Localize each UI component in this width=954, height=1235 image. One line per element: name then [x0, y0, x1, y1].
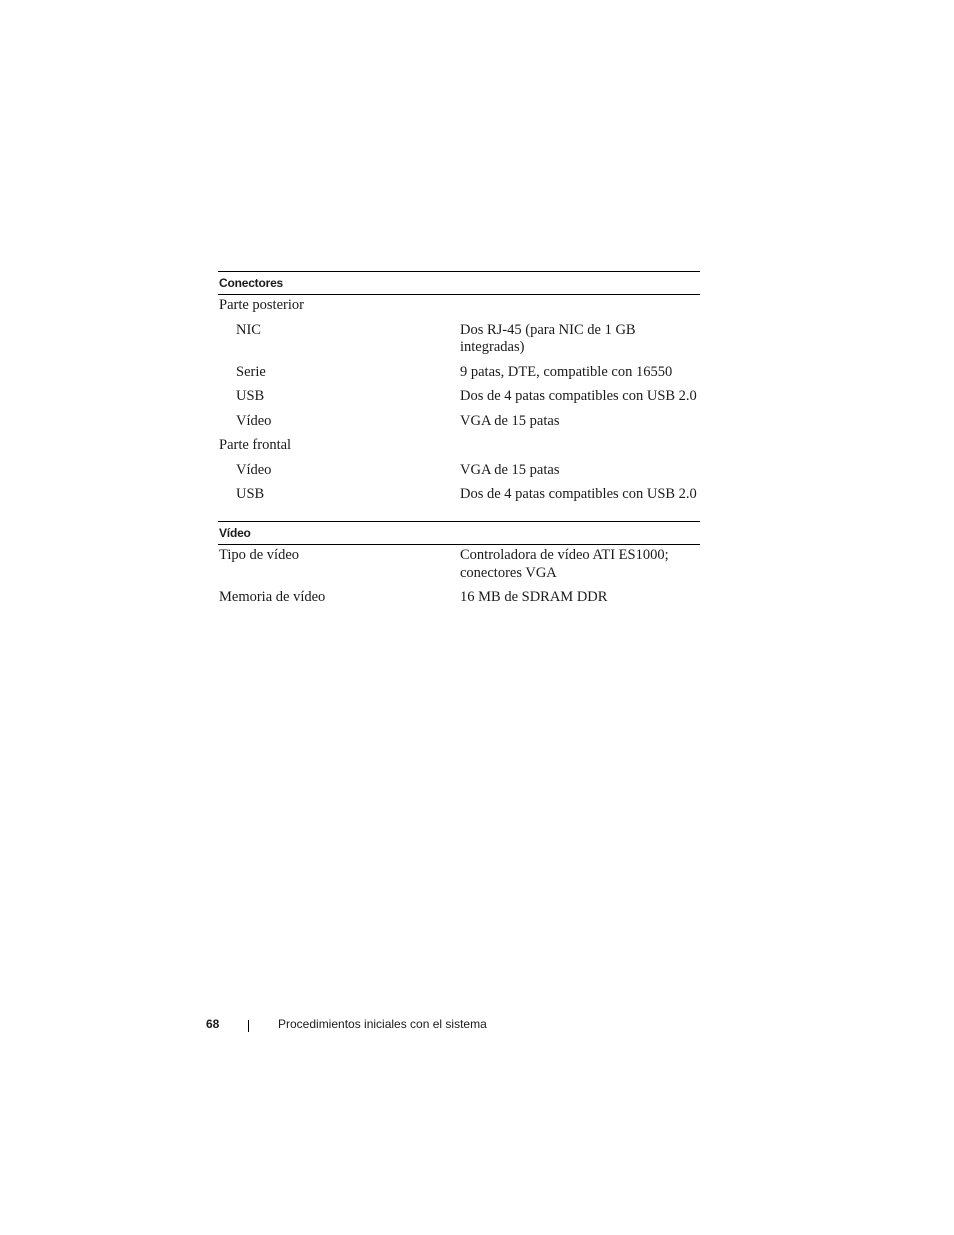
- spec-row-memoria-de-video: [218, 589, 700, 607]
- section-conectores: [218, 271, 700, 511]
- section-body-conectores: [218, 295, 700, 504]
- spec-value: Dos de 4 patas compatibles con USB 2.0: [460, 486, 697, 502]
- chapter-title: Procedimientos iniciales con el sistema: [278, 1017, 487, 1031]
- section-header-video: Vídeo: [218, 521, 700, 545]
- spec-row-nic: [218, 322, 700, 357]
- spec-value: Dos RJ-45 (para NIC de 1 GB integradas): [460, 321, 636, 355]
- spec-value: VGA de 15 patas: [460, 412, 560, 429]
- section-video: [218, 521, 700, 614]
- page-number: 68: [206, 1017, 220, 1031]
- spec-label: NIC: [236, 321, 261, 338]
- spec-label: Memoria de vídeo: [219, 589, 326, 605]
- spec-label: Vídeo: [236, 461, 272, 478]
- spec-value: VGA de 15 patas: [460, 461, 560, 478]
- group-label-parte-posterior: Parte posterior: [219, 297, 304, 313]
- spec-row-video-posterior: [218, 413, 700, 431]
- spec-row-usb-frontal: [218, 486, 700, 504]
- section-body-video: [218, 545, 700, 607]
- group-label-parte-frontal: Parte frontal: [219, 437, 292, 453]
- section-header-conectores: Conectores: [218, 271, 700, 295]
- spec-row-serie: [218, 364, 700, 382]
- spec-value: Dos de 4 patas compatibles con USB 2.0: [460, 388, 697, 404]
- spec-row-video-frontal: [218, 462, 700, 480]
- spec-label: Vídeo: [236, 412, 272, 429]
- page-footer: [206, 1015, 487, 1033]
- spec-label: USB: [236, 486, 265, 502]
- spec-value: 9 patas, DTE, compatible con 16550: [460, 363, 673, 380]
- spec-value: Controladora de vídeo ATI ES1000; conectores VGA: [460, 547, 669, 581]
- spec-label: Tipo de vídeo: [219, 547, 300, 563]
- spec-row-usb-posterior: [218, 388, 700, 406]
- spec-label: USB: [236, 388, 265, 404]
- spec-value: 16 MB de SDRAM DDR: [460, 589, 608, 605]
- footer-separator: [248, 1020, 249, 1032]
- spec-label: Serie: [236, 363, 266, 380]
- spec-row-tipo-de-video: [218, 547, 700, 582]
